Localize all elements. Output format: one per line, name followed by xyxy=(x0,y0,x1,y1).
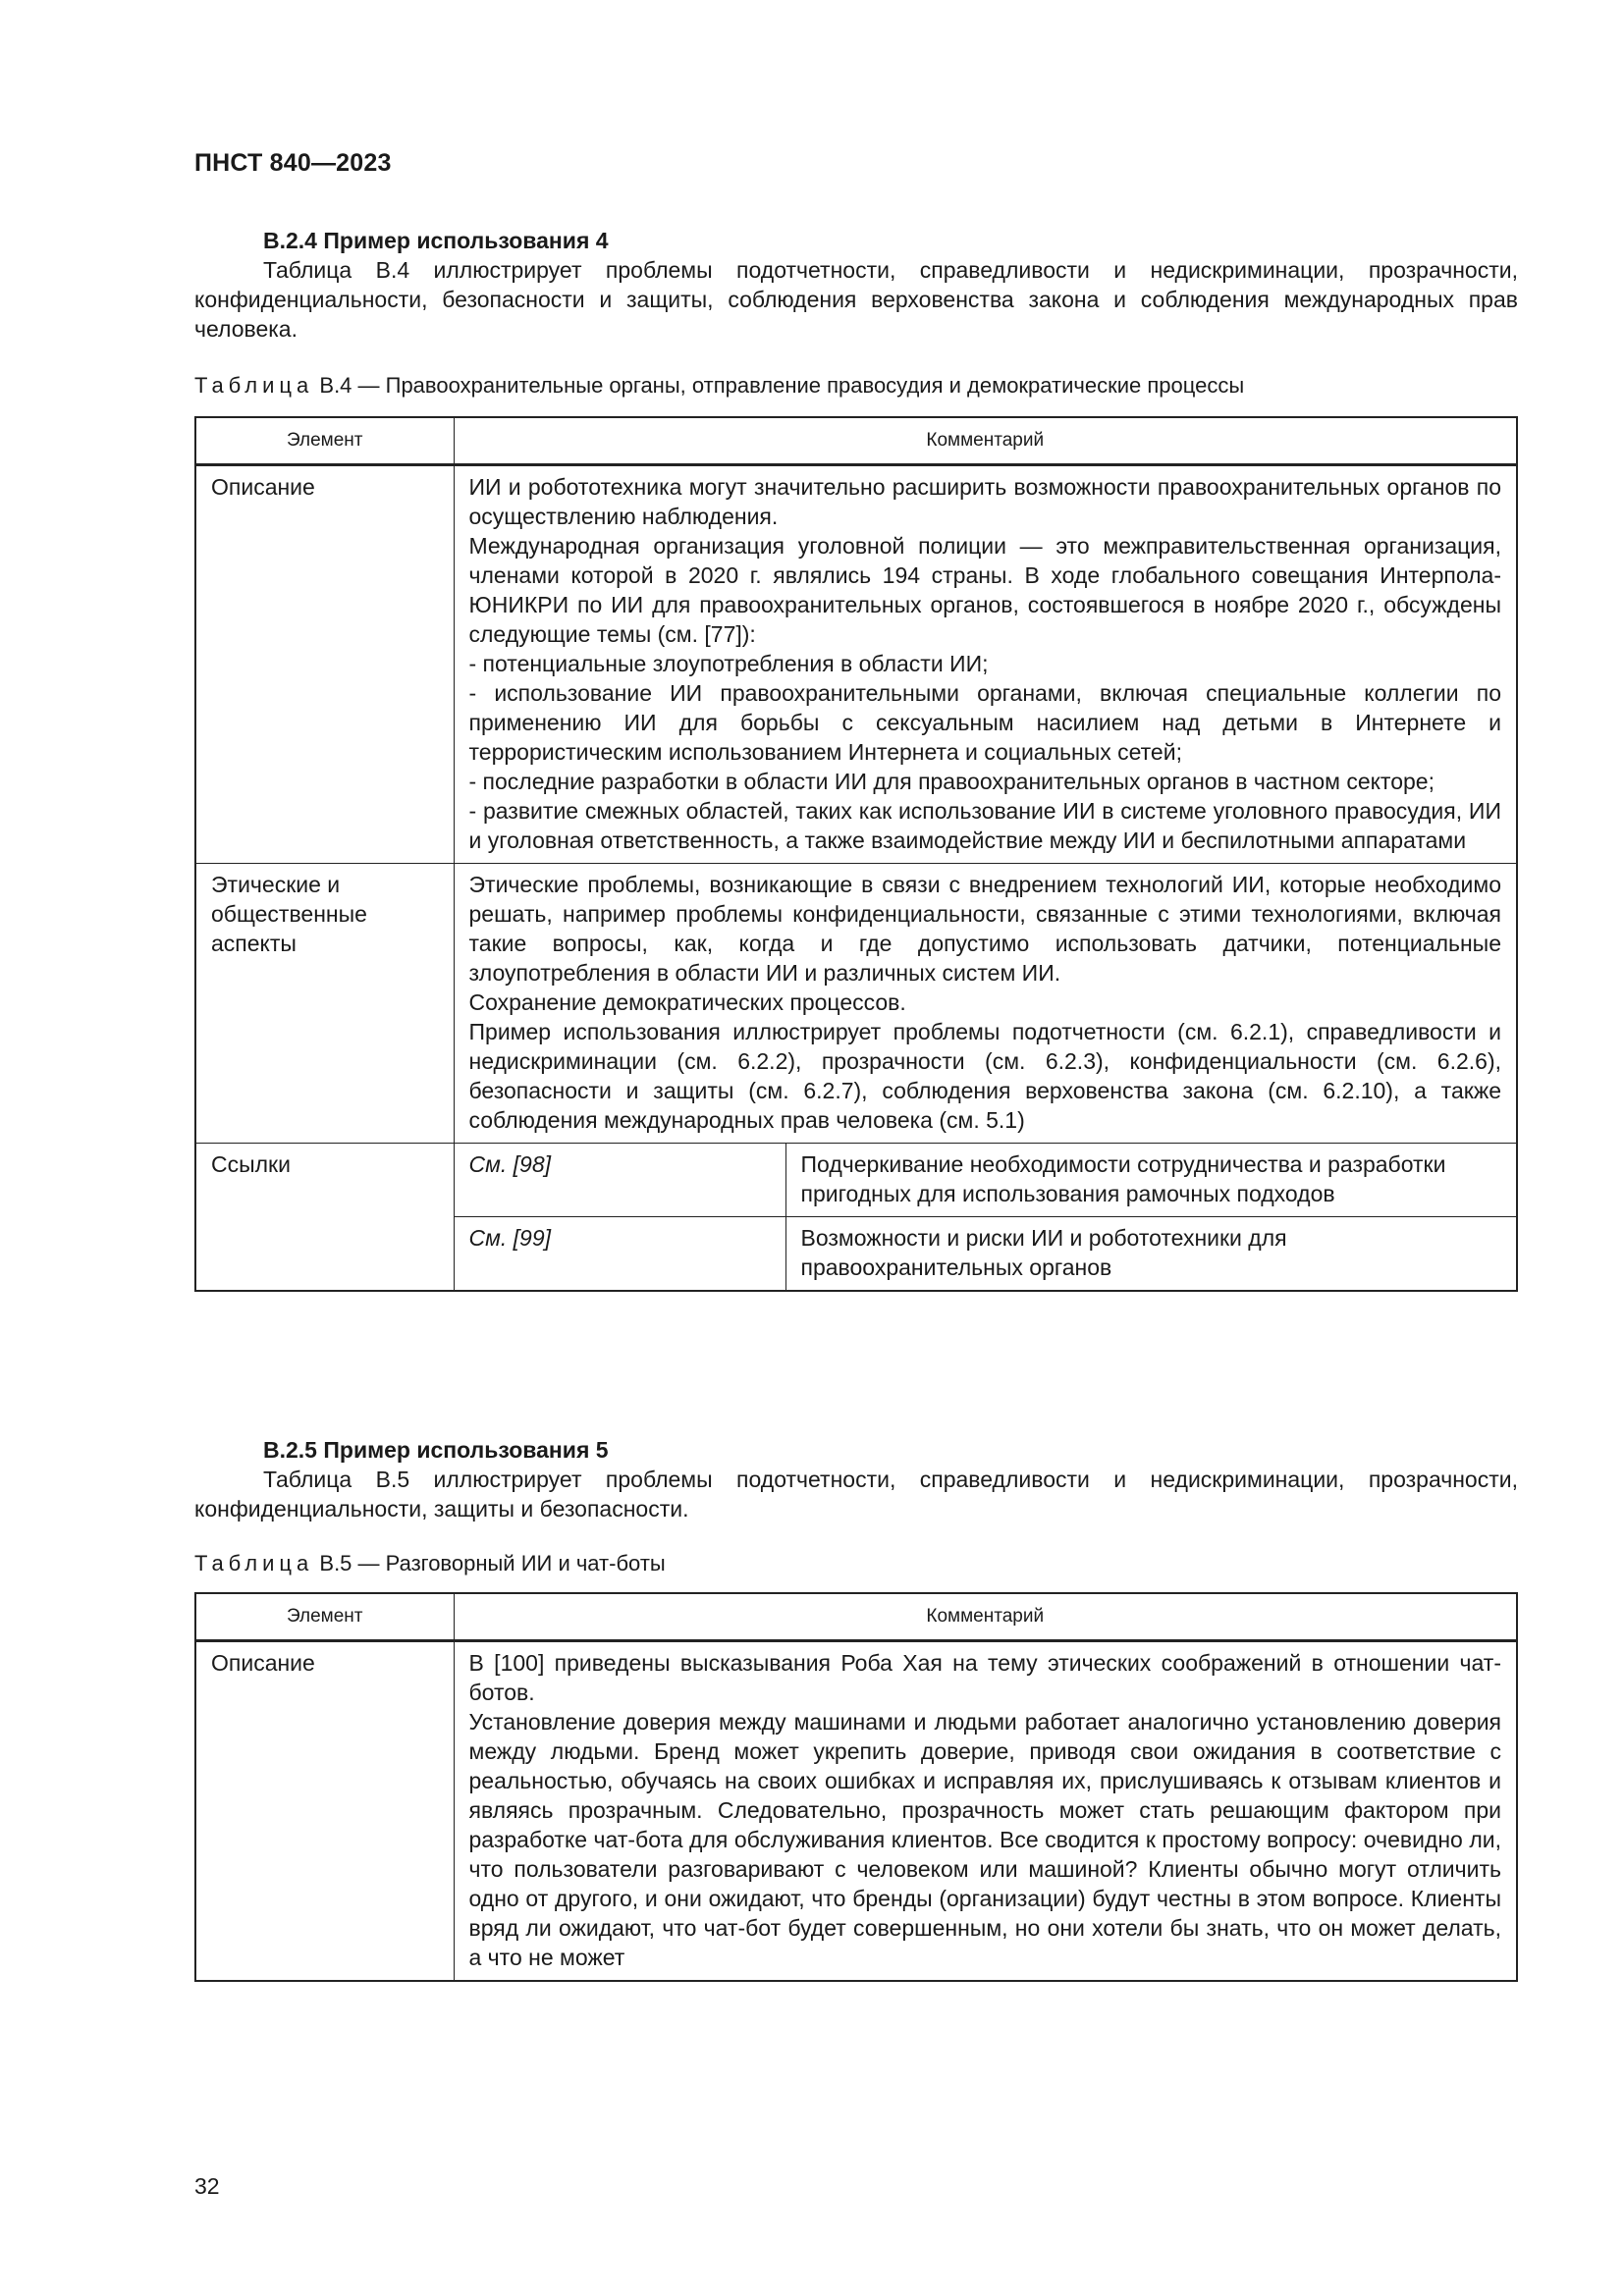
cell-paragraph: В [100] приведены высказывания Роба Хая на тему этических соображений в отношении чат-ботов. xyxy=(468,1650,1501,1705)
table-row xyxy=(195,864,1517,1144)
cell-paragraph: ИИ и робототехника могут значительно расширить возможности правоохранительных органов по осуществлению наблюдения. xyxy=(468,474,1501,529)
caption-text: В.4 — Правоохранительные органы, отправление правосудия и демократические процессы xyxy=(319,373,1245,398)
row-label: Этические и общественные аспекты xyxy=(195,864,454,1144)
cell-paragraph: Международная организация уголовной полиции — это межправительственная организация, членами которой в 2020 г. являлись 194 страны. В ходе глобального совещания Интерпола-ЮНИКРИ по ИИ для правоохранительных органов, состоявшегося в ноябре 2020 г., обсуждены следующие темы (см. [77]): xyxy=(468,533,1501,647)
row-content xyxy=(454,864,1517,1144)
table-row xyxy=(195,1144,1517,1217)
caption-label: Таблица xyxy=(194,373,314,398)
table-row xyxy=(195,465,1517,864)
section-intro: Таблица В.5 иллюстрирует проблемы подотчетности, справедливости и недискриминации, прозрачности, конфиденциальности, защиты и безопасности. xyxy=(194,1467,1518,1522)
section-intro: Таблица В.4 иллюстрирует проблемы подотчетности, справедливости и недискриминации, прозрачности, конфиденциальности, безопасности и защиты, соблюдения верховенства закона и соблюдения международных прав человека. xyxy=(194,257,1518,342)
reference-text: Возможности и риски ИИ и робототехники для правоохранительных органов xyxy=(785,1217,1517,1292)
section-b24 xyxy=(194,226,1518,344)
header-comment: Комментарий xyxy=(454,417,1517,465)
row-label: Описание xyxy=(195,465,454,864)
table-b4 xyxy=(194,416,1518,1292)
header-element: Элемент xyxy=(195,417,454,465)
section-title: В.2.5 Пример использования 5 xyxy=(263,1437,609,1463)
table-header-row xyxy=(195,1593,1517,1641)
reference-cite: См. [99] xyxy=(454,1217,785,1292)
page-number: 32 xyxy=(194,2173,220,2199)
table-caption xyxy=(194,371,1518,400)
row-content xyxy=(454,1641,1517,1982)
cell-paragraph: Сохранение демократических процессов. xyxy=(468,989,906,1015)
header-comment: Комментарий xyxy=(454,1593,1517,1641)
row-content xyxy=(454,465,1517,864)
table-header-row xyxy=(195,417,1517,465)
cell-paragraph: - потенциальные злоупотребления в области ИИ; xyxy=(468,651,989,676)
table-b5 xyxy=(194,1592,1518,1982)
caption-label: Таблица xyxy=(194,1551,314,1575)
cell-paragraph: Пример использования иллюстрирует проблемы подотчетности (см. 6.2.1), справедливости и недискриминации (см. 6.2.2), прозрачности (см. 6.2.3), конфиденциальности (см. 6.2.6), безопасности и защиты (см. 6.2.7), соблюдения верховенства закона (см. 6.2.10), а также соблюдения международных прав человека (см. 5.1) xyxy=(468,1019,1501,1133)
cell-paragraph: - использование ИИ правоохранительными органами, включая специальные коллегии по применению ИИ для борьбы с сексуальным насилием над детьми в Интернете и террористическим использованием Интернета и социальных сетей; xyxy=(468,680,1501,765)
table-caption xyxy=(194,1549,1518,1578)
table-row xyxy=(195,1641,1517,1982)
reference-text: Подчеркивание необходимости сотрудничества и разработки пригодных для использования рамочных подходов xyxy=(785,1144,1517,1217)
section-b25 xyxy=(194,1435,1518,1523)
row-label: Описание xyxy=(195,1641,454,1982)
header-element: Элемент xyxy=(195,1593,454,1641)
cell-paragraph: Этические проблемы, возникающие в связи с внедрением технологий ИИ, которые необходимо решать, например проблемы конфиденциальности, связанные с этими технологиями, включая такие вопросы, как, когда и где допустимо использовать датчики, потенциальные злоупотребления в области ИИ и различных систем ИИ. xyxy=(468,872,1501,986)
cell-paragraph: Установление доверия между машинами и людьми работает аналогично установлению доверия между людьми. Бренд может укрепить доверие, приводя свои ожидания в соответствие с реальностью, обучаясь на своих ошибках и исправляя их, прислушиваясь к отзывам клиентов и являясь прозрачным. Следовательно, прозрачность может стать решающим фактором при разработке чат-бота для обслуживания клиентов. Все сводится к простому вопросу: очевидно ли, что пользователи разговаривают с человеком или машиной? Клиенты обычно могут отличить одно от другого, и они ожидают, что бренды (организации) будут честны в этом вопросе. Клиенты вряд ли ожидают, что чат-бот будет совершенным, но они хотели бы знать, что он может делать, а что не может xyxy=(468,1709,1501,1970)
reference-cite: См. [98] xyxy=(454,1144,785,1217)
section-title: В.2.4 Пример использования 4 xyxy=(263,228,609,253)
cell-paragraph: - развитие смежных областей, таких как использование ИИ в системе уголовного правосудия, ИИ и уголовная ответственность, а также взаимодействие между ИИ и беспилотными аппаратами xyxy=(468,798,1501,853)
cell-paragraph: - последние разработки в области ИИ для правоохранительных органов в частном секторе; xyxy=(468,769,1435,794)
document-code: ПНСТ 840—2023 xyxy=(194,149,392,177)
row-label: Ссылки xyxy=(195,1144,454,1292)
caption-text: В.5 — Разговорный ИИ и чат-боты xyxy=(319,1551,666,1575)
